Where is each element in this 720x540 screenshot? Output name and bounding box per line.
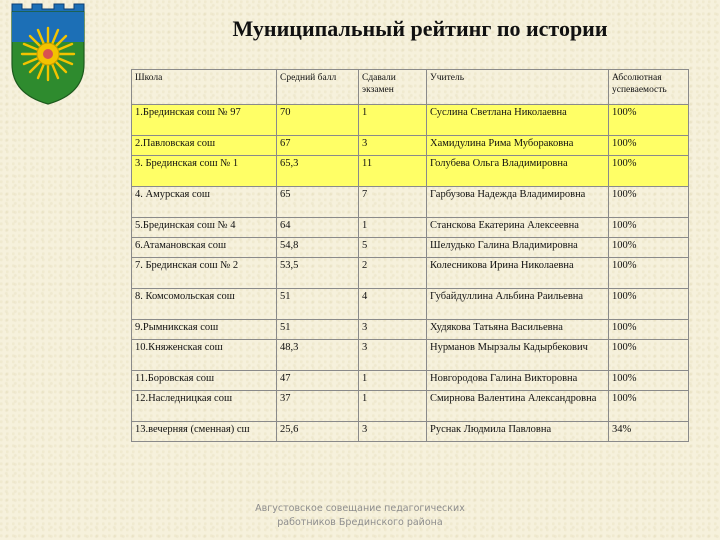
- table-row: [132, 320, 689, 340]
- cell-school: 10.Княженская сош: [132, 340, 277, 371]
- cell-success-rate: 100%: [609, 105, 689, 136]
- cell-success-rate: 100%: [609, 391, 689, 422]
- cell-school: 12.Наследницкая сош: [132, 391, 277, 422]
- cell-teacher: Голубева Ольга Владимировна: [427, 156, 609, 187]
- table-row: [132, 218, 689, 238]
- cell-teacher: Смирнова Валентина Александровна: [427, 391, 609, 422]
- rating-table: [131, 69, 689, 442]
- table-row: [132, 238, 689, 258]
- cell-teacher: Суслина Светлана Николаевна: [427, 105, 609, 136]
- table-row: [132, 422, 689, 442]
- cell-school: 3. Брединская сош № 1: [132, 156, 277, 187]
- cell-teacher: Шелудько Галина Владимировна: [427, 238, 609, 258]
- table-row: [132, 391, 689, 422]
- cell-exam-count: 1: [359, 218, 427, 238]
- cell-avg-score: 25,6: [277, 422, 359, 442]
- table-row: [132, 371, 689, 391]
- cell-school: 11.Боровская сош: [132, 371, 277, 391]
- table-row: [132, 187, 689, 218]
- header-avg-score: Средний балл: [277, 70, 359, 105]
- cell-success-rate: 100%: [609, 258, 689, 289]
- cell-success-rate: 100%: [609, 187, 689, 218]
- cell-teacher: Худякова Татьяна Васильевна: [427, 320, 609, 340]
- cell-exam-count: 11: [359, 156, 427, 187]
- table-row: [132, 105, 689, 136]
- cell-school: 6.Атамановская сош: [132, 238, 277, 258]
- table-row: [132, 289, 689, 320]
- cell-avg-score: 51: [277, 320, 359, 340]
- cell-exam-count: 3: [359, 422, 427, 442]
- cell-success-rate: 34%: [609, 422, 689, 442]
- cell-avg-score: 64: [277, 218, 359, 238]
- header-exam-count: Сдавали экзамен: [359, 70, 427, 105]
- cell-avg-score: 48,3: [277, 340, 359, 371]
- cell-school: 4. Амурская сош: [132, 187, 277, 218]
- cell-exam-count: 2: [359, 258, 427, 289]
- cell-avg-score: 54,8: [277, 238, 359, 258]
- district-emblem-icon: [4, 2, 92, 106]
- cell-exam-count: 3: [359, 136, 427, 156]
- table-row: [132, 340, 689, 371]
- cell-exam-count: 1: [359, 391, 427, 422]
- cell-avg-score: 47: [277, 371, 359, 391]
- cell-avg-score: 37: [277, 391, 359, 422]
- cell-success-rate: 100%: [609, 371, 689, 391]
- footer-line-1: Августовское совещание педагогических: [255, 503, 465, 514]
- cell-teacher: Гарбузова Надежда Владимировна: [427, 187, 609, 218]
- header-success-rate: Абсолютная успеваемость: [609, 70, 689, 105]
- cell-success-rate: 100%: [609, 218, 689, 238]
- cell-exam-count: 1: [359, 371, 427, 391]
- cell-school: 5.Брединская сош № 4: [132, 218, 277, 238]
- cell-teacher: Губайдуллина Альбина Раильевна: [427, 289, 609, 320]
- cell-teacher: Станскова Екатерина Алексеевна: [427, 218, 609, 238]
- header-teacher: Учитель: [427, 70, 609, 105]
- cell-exam-count: 5: [359, 238, 427, 258]
- cell-avg-score: 67: [277, 136, 359, 156]
- table-row: [132, 156, 689, 187]
- table-row: [132, 258, 689, 289]
- cell-school: 13.вечерняя (сменная) сш: [132, 422, 277, 442]
- cell-exam-count: 1: [359, 105, 427, 136]
- table-header-row: [132, 70, 689, 105]
- cell-teacher: Новгородова Галина Викторовна: [427, 371, 609, 391]
- cell-success-rate: 100%: [609, 136, 689, 156]
- cell-teacher: Руснак Людмила Павловна: [427, 422, 609, 442]
- cell-teacher: Колесникова Ирина Николаевна: [427, 258, 609, 289]
- cell-school: 1.Брединская сош № 97: [132, 105, 277, 136]
- cell-teacher: Хамидулина Рима Мубораковна: [427, 136, 609, 156]
- cell-school: 8. Комсомольская сош: [132, 289, 277, 320]
- cell-school: 9.Рымникская сош: [132, 320, 277, 340]
- cell-success-rate: 100%: [609, 238, 689, 258]
- cell-avg-score: 51: [277, 289, 359, 320]
- cell-avg-score: 65,3: [277, 156, 359, 187]
- cell-success-rate: 100%: [609, 320, 689, 340]
- cell-exam-count: 3: [359, 340, 427, 371]
- cell-school: 2.Павловская сош: [132, 136, 277, 156]
- cell-avg-score: 53,5: [277, 258, 359, 289]
- header-school: Школа: [132, 70, 277, 105]
- cell-exam-count: 7: [359, 187, 427, 218]
- cell-avg-score: 65: [277, 187, 359, 218]
- cell-success-rate: 100%: [609, 156, 689, 187]
- cell-teacher: Нурманов Мырзалы Кадырбекович: [427, 340, 609, 371]
- footer-line-2: работников Брединского района: [277, 517, 443, 528]
- cell-exam-count: 3: [359, 320, 427, 340]
- page-title: Муниципальный рейтинг по истории: [232, 16, 608, 41]
- cell-success-rate: 100%: [609, 340, 689, 371]
- footer-caption: [0, 502, 720, 530]
- cell-school: 7. Брединская сош № 2: [132, 258, 277, 289]
- cell-success-rate: 100%: [609, 289, 689, 320]
- table-row: [132, 136, 689, 156]
- cell-exam-count: 4: [359, 289, 427, 320]
- cell-avg-score: 70: [277, 105, 359, 136]
